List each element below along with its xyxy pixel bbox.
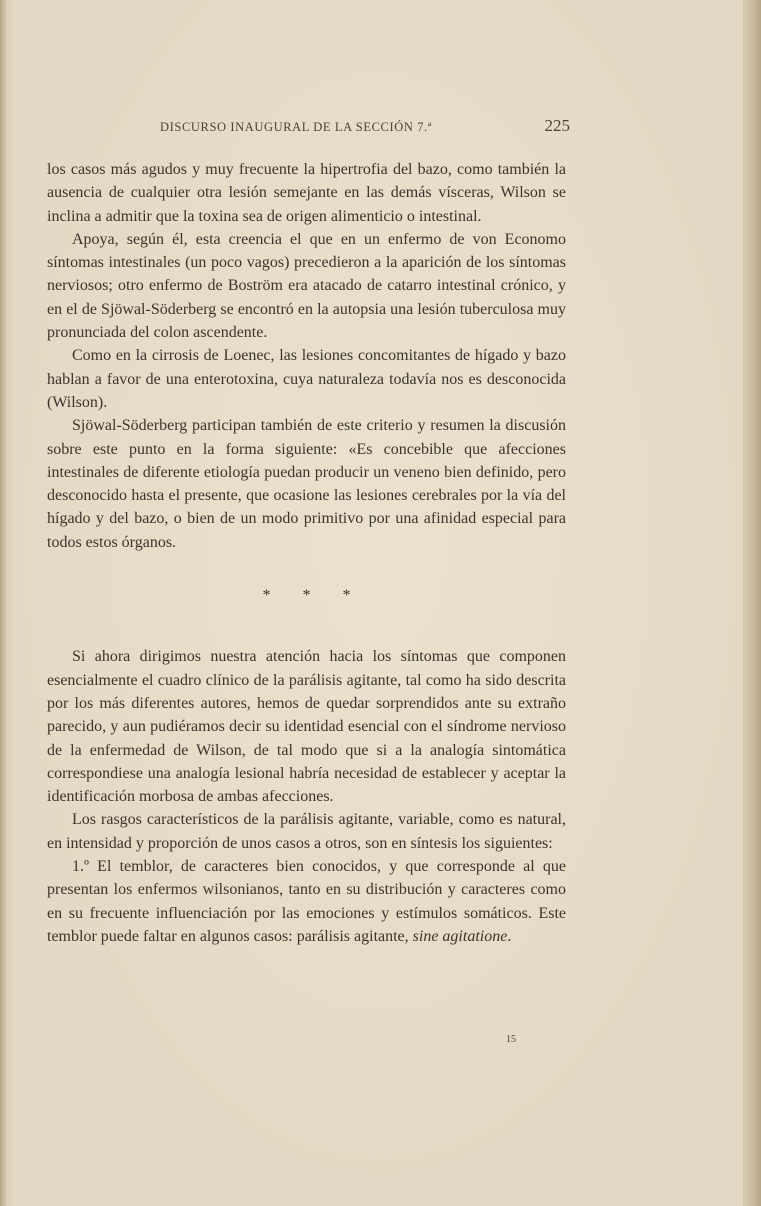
paragraph: Si ahora dirigimos nuestra atención hacia los síntomas que componen esencialmente el cuadro clínico de la parálisis agitante, tal como ha sido descrita por los más diferentes autores, hemos de quedar sorprendidos ante su extraño parecido, y aun pudiéramos decir su identidad esencial con el síndrome nervioso de la enfermedad de Wilson, de tal modo que si a la analogía sintomática correspondiese una analogía lesional habría necesidad de establecer y aceptar la identificación morbosa de ambas afecciones. [47, 648, 566, 806]
paragraph: los casos más agudos y muy frecuente la hipertrofia del bazo, como también la ausencia de cualquier otra lesión semejante en las demás vísceras, Wilson se inclina a admitir que la toxina sea de origen alimenticio o intestinal. [47, 161, 566, 225]
paragraph-tail: . [507, 927, 512, 945]
paragraph: Los rasgos característicos de la parálisis agitante, variable, como es natural, en intensidad y proporción de unos casos a otros, son en síntesis los siguientes: [47, 811, 566, 852]
signature-mark: 15 [506, 1034, 516, 1045]
page-left-edge [0, 0, 6, 1206]
page-right-edge [743, 0, 761, 1206]
page-number: 225 [544, 116, 570, 135]
paragraph-text: 1.º El temblor, de caracteres bien conocidos, y que corresponde al que presentan los enfermos wilsonianos, tanto en su distribución y caracteres como en su frecuente influenciación por las emociones y estímulos somáticos. Este temblor puede faltar en algunos casos: parálisis agitante, [47, 858, 566, 945]
page-header [160, 116, 570, 140]
section-separator: * * * [262, 587, 365, 605]
body-text [47, 158, 566, 948]
paragraph: Como en la cirrosis de Loenec, las lesiones concomitantes de hígado y bazo hablan a favor de una enterotoxina, cuya naturaleza todavía nos es desconocida (Wilson). [47, 347, 566, 411]
running-head: DISCURSO INAUGURAL DE LA SECCIÓN 7.ª [160, 120, 432, 134]
italic-phrase: sine agitatione [412, 927, 508, 945]
paragraph [47, 855, 566, 948]
paragraph: Sjöwal-Söderberg participan también de este criterio y resumen la discusión sobre este punto en la forma siguiente: «Es concebible que afecciones intestinales de diferente etiología puedan producir un veneno bien definido, pero desconocido hasta el presente, que ocasione las lesiones cerebrales por la vía del hígado y del bazo, o bien de un modo primitivo por una afinidad especial para todos estos órganos. [47, 417, 566, 551]
paragraph: Apoya, según él, esta creencia el que en un enfermo de von Economo síntomas intestinales (un poco vagos) precedieron a la aparición de los síntomas nerviosos; otro enfermo de Boström era atacado de catarro intestinal crónico, y en el de Sjöwal-Söderberg se encontró en la autopsia una lesión tuberculosa muy pronunciada del colon ascendente. [47, 230, 566, 342]
